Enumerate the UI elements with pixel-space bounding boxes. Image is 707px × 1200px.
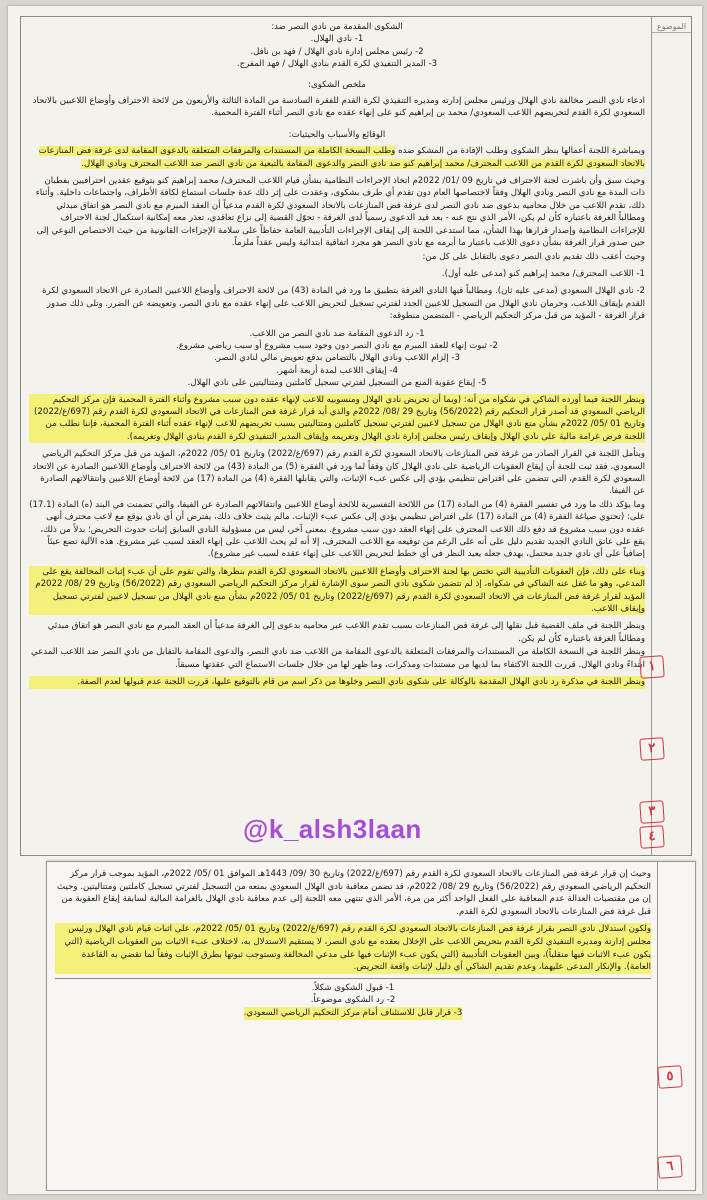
decision-item: 1- قبول الشكوى شكلاً. bbox=[311, 982, 395, 993]
reasoning-paragraph-1: وحيث إن قرار غرفة فض المنازعات بالاتحاد السعودي لكرة القدم رقم (697/غ/2022) وتاريخ 30 /09/ 1443هـ الموافق 01 /05/ 2022م، المؤيد بموجب قرار مركز التحكيم الرياضي السعودي رقم (56/2022) وتاريخ 29 /08/ 2022م، قد تضمن معاقبة نادي الهلال السعودي بمنعه من التسجيل لفترتي تسجيل كاملتين ومتتاليتين. وحيث إن من مقتضيات العدالة عدم المعاقبة على الفعل الواحد أكثر من مرة، الأمر الذي تنتهي معه اللجنة إلى عدم معاقبة نادي الهلال بالغرامة المالية لسابقة إيقاع العقوبة من قبل غرفة فض المنازعات بالاتحاد السعودي لكرة القدم. bbox=[57, 869, 651, 917]
annotation-marker-3: ٣ bbox=[639, 800, 664, 824]
facts-paragraph-2: وحيث سبق وأن باشرت لجنة الاحتراف في تاريخ 09 /01/ 2022م اتخاذ الإجراءات النظامية بشأن قيام اللاعب المحترف/ محمد إبراهيم كنو بتوقيع عقدين احترافيين بفطبان ذات المدة مع نادي النصر ونادي الهلال وفقاً لاختصاصها العام دون تقدم أي طرف بشكوى، وعقدت على إثر ذلك عدة جلسات استماع لكافة الأطراف، واجتماعات داخلية. وأثناء ذلك، تقدم اللاعب من خلال محاميه بدعوى ضد نادي النصر لدى غرفة فض المنازعات بالاتحاد السعودي لكرة القدم مدعياً أن العقد المبرم مع نادي النصر هو اتفاق مبدئي ومطالباً الغرفة باعتباره كأن لم يكن، الأمر الذي نتج عنه - بعد قيد الدعوى رسمياً لدى الغرفة - تحوّل القضية إلى نزاع تعاقدي، تعذر معه إمكانية استكمال لجنة الاحتراف للإجراءات النظامية وإصدار قرارها بهذا الشأن، مما استدعى اللجنة إلى إيقاف الإجراءات التأديبية العامة حفاظاً على سلامة الإجراءات القانونية من حيث الاختصاص النوعي إلى حين صدور قرار الغرفة بشأن دعوى اللاعب باعتبار ما أبرمه مع نادي النصر هو مجرد اتفاقية ابتدائية وليس عقداً ملزماً. bbox=[35, 176, 645, 249]
decision-page-2 bbox=[46, 861, 696, 1191]
annotation-marker-5: ٥ bbox=[657, 1065, 682, 1089]
reasoning-paragraph-2: ولكون استدلال نادي النصر بقرار غرفة فض المنازعات بالاتحاد السعودي لكرة القدم رقم (697/غ/2022) وتاريخ 01 /05/ 2022م، على اثبات قيام نادي الهلال ورئيس مجلس إدارته ومديره التنفيذي لكرة القدم بتحريض اللاعب على الإخلال بعقده مع نادي النصر، لا يستقيم الاستدلال به، لاختلاف عبء الاثبات بين العقوبات الرياضية (التي يكون عبء الاثبات فيها منقلباً)، وبين العقوبات التأديبية (التي يكون عبء الإثبات فيها على مدعي المخالفة وتستوجب ثبوتها بطرق الإثبات وفقاً لما تقضي به القاعدة العامة). والإنكار المدعى عليهما، وعدم تقديم الشاكي أي دليل لإثبات واقعة التحريض. bbox=[55, 923, 651, 973]
verdict-list bbox=[29, 328, 645, 390]
verdict-item: 4- إيقاف اللاعب لمدة أربعة أشهر. bbox=[276, 365, 398, 376]
party-item: 3- المدير التنفيذي لكرة القدم بنادي الهلال / فهد المفرج. bbox=[236, 59, 438, 70]
page-1-content bbox=[29, 21, 645, 851]
annotation-marker-4: ٤ bbox=[639, 825, 664, 849]
decision-item: 3- قرار قابل للاستئناف أمام مركز التحكيم الرياضي السعودي. bbox=[243, 1007, 463, 1018]
annotation-marker-2: ٢ bbox=[639, 737, 664, 761]
analysis-paragraph-4: وبناء على ذلك، فإن العقوبات التأديبية التي تختص بها لجنة الاحتراف وأوضاع اللاعبين بالاتحاد السعودي لكرة القدم بنظرها، والتي تقوم على أن عبء إثبات المخالفة يقع على المدعي، وهو ما غفل عنه الشاكي في شكواه، إذ لم تتضمن شكوى نادي النصر سوى الإشارة لقرار مركز التحكيم الرياضي السعودي رقم (56/2022) وتاريخ 29 /08/ 2022م المؤيد لقرار غرفة فض المنازعات في الاتحاد السعودي لكرة القدم رقم (697/غ/2022) وتاريخ 01 /05/ 2022م بشأن منع نادي الهلال من تسجيل لاعبين لفترتي تسجيل وإيقاف اللاعب. bbox=[29, 566, 645, 616]
facts-heading: الوقائع والأسباب والحيثيات: bbox=[288, 129, 386, 140]
analysis-paragraph-7: وبنظر اللجنة في مذكرة رد نادي الهلال المقدمة بالوكالة على شكوى نادي النصر وخلوها من ذكر اسم من قام بالتوقيع عليها، قررت اللجنة عدم قبولها لعدم الصفة. bbox=[29, 676, 645, 688]
document-photo bbox=[8, 6, 702, 1194]
complaint-heading: الشكوى المقدمة من نادي النصر ضد: bbox=[271, 22, 403, 32]
margin-column bbox=[657, 862, 695, 1190]
margin-label: الموضوع bbox=[652, 17, 691, 33]
page-2-content bbox=[55, 868, 651, 1186]
analysis-paragraph-6: وبنظر اللجنة في النسخة الكاملة من المستندات والمرفقات المتعلقة بالدعوى المقامة من اللاعب ضد نادي النصر، والدعوى المقامة بالتقابل من نادي النصر ضد اللاعب المدعي ابتداءً ونادي الهلال. قررت اللجنة الاكتفاء بما لديها من مستندات ومذكرات، وما ظهر لها من خلال جلسات الاستماع التي عقدتها مسبقاً. bbox=[30, 647, 645, 670]
party-item: 1- نادي الهلال. bbox=[310, 34, 364, 45]
verdict-item: 1- رد الدعوى المقامة ضد نادي النصر من اللاعب. bbox=[249, 328, 425, 339]
party-item: 2- رئيس مجلس إدارة نادي الهلال / فهد بن نافل. bbox=[250, 46, 424, 57]
analysis-paragraph-1: وبنظر اللجنة فيما أورده الشاكي في شكواه من أنه: (وبما أن تحريض نادي الهلال ومنسوبيه للاعب لإنهاء عقده دون سبب مشروع وأثناء الفترة المحمية فإن مركز التحكيم الرياضي السعودي قد أصدر قرار التحكيم رقم (56/2022) وتاريخ 29 /08/ 2022م والذي أيد قرار غرفة فض المنازعات في الاتحاد السعودي لكرة القدم رقم (697/غ/2022) وتاريخ 01 /05/ 2022م بشأن منع نادي الهلال من تسجيل لاعبين لفترتي تسجيل كاملتين ومتتاليتين بسبب تحريضهم للاعب لإنهاء عقده أثناء الفترة المحمية، فإننا نطلب من اللجنة فرض غرامة مالية على نادي الهلال وإيقاف رئيس مجلس إدارة نادي الهلال وتغريمه وإيقاف المدير التنفيذي لكرة القدم بنادي الهلال وتغريمه). bbox=[29, 394, 645, 444]
analysis-paragraph-3: وما يؤكد ذلك ما ورد في تفسير الفقرة (4) من المادة (17) من اللائحة التفسيرية للائحة أوضاع اللاعبين وانتقالاتهم الصادرة عن الفيفا، والتي تضمنت في البند (ه) المادة (17.1) على: (تحتوي صياغة الفقرة (4) من المادة (17) على افتراض تنظيمي يؤدي إلى عكس عبء الإثبات. مالم يثبت خلاف ذلك، يفترض أن أي نادي يوقع مع لاعب محترف أنهى عقده دون سبب مشروع قد دفع ذلك اللاعب المحترف على إنهاء العقد دون سبب مشروع. بمعنى آخر، ليس من مسؤولية النادي السابق إثبات حدوث التحريض؛ بدلاً من ذلك، يقع على عاتق النادي الجديد تقديم دليل على أنه على الرغم من توقيعه مع اللاعب المحترف، إلا أنه لم يحث اللاعب على إنهاء العقد لسبب غير مشروع. هذه الآلية تضع عبئاً إضافياً على أي نادي جديد محتمل، بهدف جعله يعيد النظر في أي خطط لتحريض اللاعب على إنهاء عقده لسبب غير مشروع). bbox=[29, 499, 645, 560]
annotation-marker-6: ٦ bbox=[657, 1155, 682, 1179]
margin-column bbox=[651, 17, 691, 855]
counter-item: 2- نادي الهلال السعودي (مدعى عليه ثان). ومطالباً فيها النادي الغرفة بتطبيق ما ورد في المادة (43) من لائحة الاحتراف وأوضاع اللاعبين الصادرة عن الاتحاد السعودي لكرة القدم بإيقاف اللاعب، وحرمان نادي الهلال من التسجيل للاعبين الجدد لفترتي تسجيل لتحريض اللاعب على إنهاء عقده مع نادي النصر، وتعويضه عن الضرر. وتلى ذلك صدور قرار الغرفة - المؤيد من قبل مركز التحكيم الرياضي - المتضمن منطوقه: bbox=[41, 286, 645, 322]
decision-page-1 bbox=[20, 16, 692, 856]
verdict-item: 5- إيقاع عقوبة المنع من التسجيل لفترتي تسجيل كاملتين ومتتاليتين على نادي الهلال. bbox=[187, 378, 487, 389]
highlighted-text: وطلب النسخة الكاملة من المستندات والمرفقات المتعلقة بالدعوى المقامة لدى غرفة فض المنازعات بالاتحاد السعودي لكرة القدم من اللاعب المحترف/ محمد إبراهيم كنو ضد نادي النصر والدعوى المقامة بالتبعية من نادي النصر ضد اللاعب المحترف ونادي الهلال. bbox=[38, 146, 645, 169]
complaint-parties bbox=[29, 21, 645, 71]
summary-heading: ملخص الشكوى: bbox=[308, 79, 366, 90]
facts-paragraph-1 bbox=[29, 145, 645, 170]
verdict-item: 3- إلزام اللاعب ونادي الهلال بالتضامن بدفع تعويض مالي لنادي النصر. bbox=[214, 353, 460, 364]
summary-text: ادعاء نادي النصر مخالفة نادي الهلال ورئيس مجلس إدارته ومديره التنفيذي لكرة القدم للفقرة السادسة من المادة الثالثة والأربعون من لائحة الاحتراف وأوضاع اللاعبين بالاتحاد السعودي لكرة القدم لتحريضهم اللاعب السعودي/ محمد بن إبراهيم كنو على إنهاء عقده مع نادي النصر أثناء الفترة المحمية. bbox=[32, 96, 645, 119]
annotation-marker-1: ١ bbox=[639, 655, 664, 679]
analysis-paragraph-2: وبتأمل اللجنة في القرار الصادر من غرفة فض المنازعات بالاتحاد السعودي لكرة القدم رقم (697/غ/2022) وتاريخ 01 /05/ 2022م، المؤيد من قبل مركز التحكيم الرياضي السعودي، فقد ثبت للجنة أن إيقاع العقوبات الرياضية على نادي الهلال كان وفقاً لما ورد في الفقرة (5) من المادة (43) من لائحة الاحتراف وأوضاع اللاعبين الصادرة عن الاتحاد السعودي لكرة القدم، التي تتضمن على افتراض تنظيمي يؤدي إلى عكس عبء الإثبات، والتي يقابلها الفقرة (4) من المادة (17) من لائحة أوضاع اللاعبين وانتقالاتهم الصادرة عن الفيفا. bbox=[32, 449, 645, 497]
verdict-item: 2- ثبوت إنهاء للعقد المبرم مع نادي النصر دون وجود سبب مشروع أو سبب رياضي مشروع. bbox=[175, 340, 499, 351]
analysis-paragraph-5: وبنظر اللجنة في ملف القضية قبل نقلها إلى غرفة فض المنازعات بسبب تقدم اللاعب عبر محاميه بدعوى إلى الغرفة مدعياً أن العقد المبرم مع نادي النصر هو اتفاق مبدئي ومطالباً الغرفة باعتباره كأن لم يكن. bbox=[47, 621, 645, 644]
watermark-handle: @k_alsh3laan bbox=[243, 814, 422, 844]
facts-p1-text: وبمباشرة اللجنة أعمالها بنظر الشكوى وطلب الإفادة من المشكو ضده bbox=[395, 146, 645, 157]
counter-item: 1- اللاعب المحترف/ محمد إبراهيم كنو (مدعى عليه أول). bbox=[441, 268, 645, 279]
decision-item: 2- رد الشكوى موضوعاً. bbox=[310, 995, 396, 1006]
facts-paragraph-3: وحيث أعقب ذلك تقديم نادي النصر دعوى بالتقابل على كل من: bbox=[422, 251, 645, 262]
decision-list bbox=[55, 982, 651, 1020]
